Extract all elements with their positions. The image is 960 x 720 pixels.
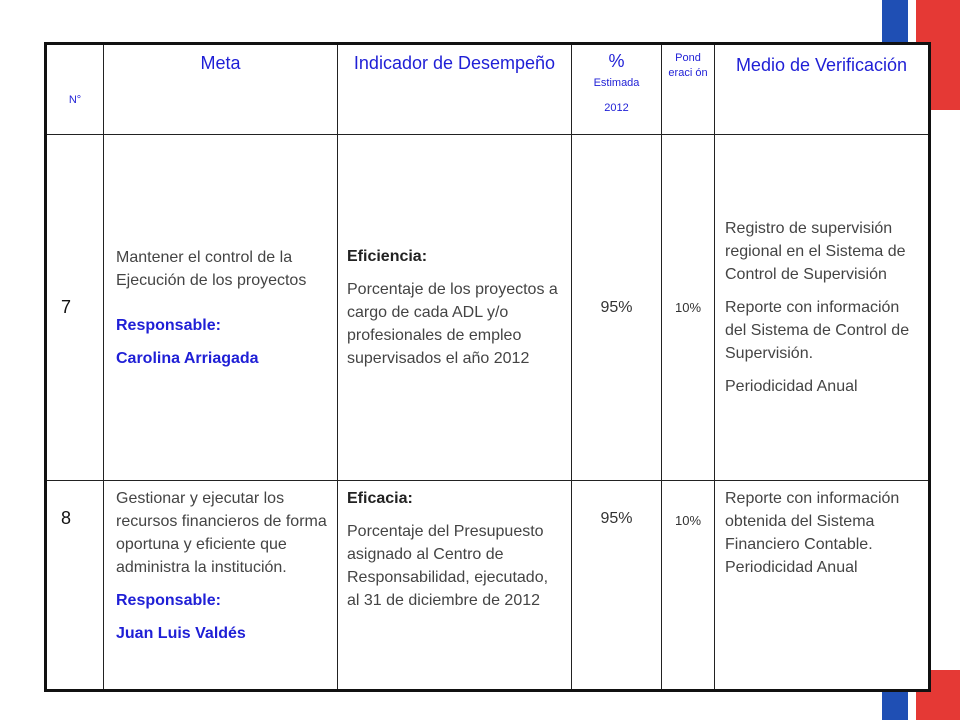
ponderacion-cell: 10% [662, 481, 715, 691]
header-medio: Medio de Verificación [715, 44, 930, 135]
row-number: 8 [46, 481, 104, 691]
header-indicador: Indicador de Desempeño [338, 44, 572, 135]
meta-text: Mantener el control de la Ejecución de los proyectos [116, 248, 307, 289]
goals-table [44, 42, 931, 692]
responsable-label: Responsable: [116, 316, 221, 334]
header-number: N° [46, 44, 104, 135]
percent-cell: 95% [572, 135, 662, 481]
header-ponderacion: Pond eraci ón [662, 44, 715, 135]
table-row [46, 135, 930, 481]
indicador-text: Porcentaje de los proyectos a cargo de cada ADL y/o profesionales de empleo supervisados el año 2012 [347, 281, 558, 367]
meta-text: Gestionar y ejecutar los recursos financieros de forma oportuna y eficiente que administra la institución. [116, 490, 327, 576]
header-row [46, 44, 930, 135]
medio-text: Reporte con información obtenida del Sistema Financiero Contable. Periodicidad Anual [725, 490, 900, 576]
header-meta: Meta [104, 44, 338, 135]
indicador-title: Eficiencia: [347, 248, 428, 265]
meta-cell [104, 135, 338, 481]
meta-cell [104, 481, 338, 691]
responsable-label: Responsable: [116, 592, 221, 609]
responsable-name: Carolina Arriagada [116, 349, 259, 367]
medio-text: Periodicidad Anual [725, 378, 858, 395]
indicador-title: Eficacia: [347, 490, 413, 507]
indicador-cell [338, 135, 572, 481]
header-percent-estimada: Estimada [593, 77, 640, 89]
header-percent-symbol: % [608, 51, 625, 71]
medio-text: Registro de supervisión regional en el Sistema de Control de Supervisión [725, 220, 906, 283]
medio-cell [715, 135, 930, 481]
percent-cell: 95% [572, 481, 662, 691]
indicador-cell [338, 481, 572, 691]
responsable-name: Juan Luis Valdés [116, 625, 246, 642]
medio-text: Reporte con información del Sistema de Control de Supervisión. [725, 299, 910, 362]
ponderacion-cell: 10% [662, 135, 715, 481]
row-number: 7 [46, 135, 104, 481]
medio-cell [715, 481, 930, 691]
header-percent [572, 44, 662, 135]
header-percent-year: 2012 [604, 102, 629, 114]
table-row [46, 481, 930, 691]
indicador-text: Porcentaje del Presupuesto asignado al Centro de Responsabilidad, ejecutado, al 31 de diciembre de 2012 [347, 523, 549, 609]
